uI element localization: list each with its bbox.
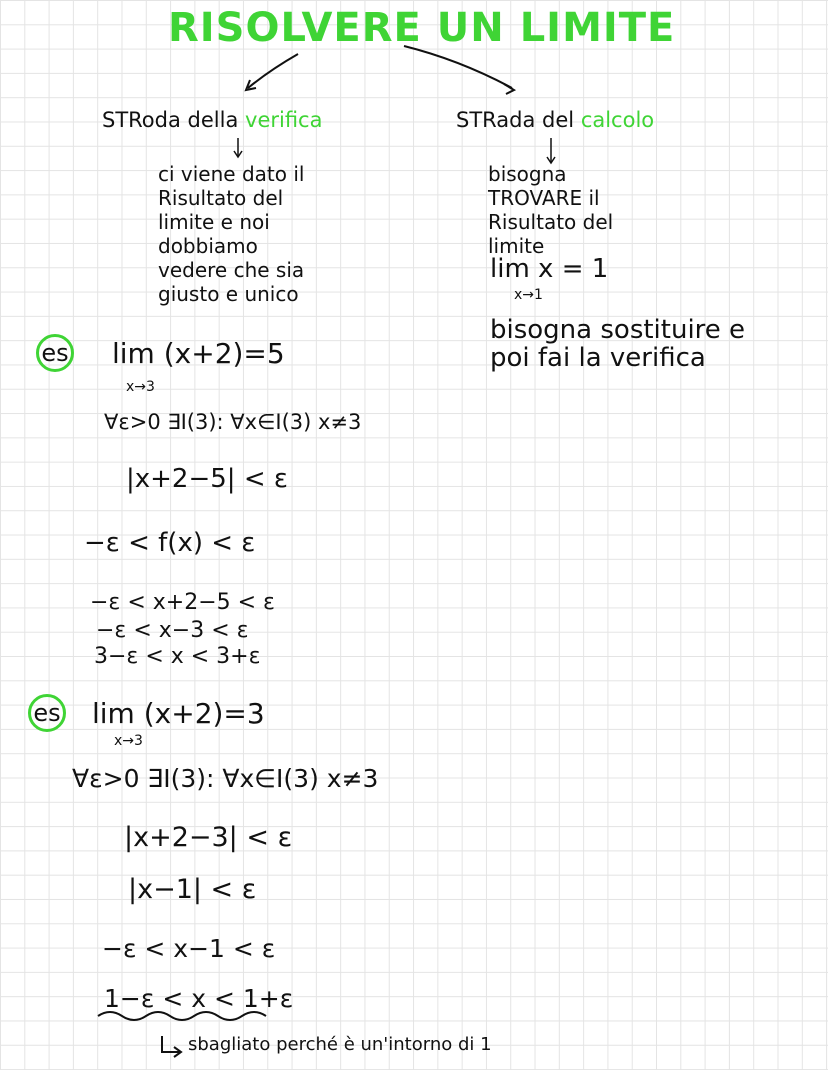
example1-step: 3−ε < x < 3+ε [94, 644, 261, 669]
calculation-example-subscript: x→1 [514, 287, 543, 303]
example1-badge [36, 334, 74, 372]
example2-limit: lim (x+2)=3 [92, 697, 265, 730]
calculation-description: bisogna TROVARE il Risultato del limite [488, 162, 614, 258]
verification-heading-highlight: verifica [245, 108, 323, 132]
example1-limit-subscript: x→3 [126, 379, 155, 395]
example2-step: −ε < x−1 < ε [102, 934, 276, 963]
verification-heading [102, 110, 322, 131]
calculation-heading-prefix: STRada del [456, 108, 575, 132]
example2-badge [28, 694, 66, 732]
example1-step: −ε < x−3 < ε [96, 618, 249, 643]
example1-definition: ∀ε>0 ∃I(3): ∀x∈I(3) x≠3 [104, 410, 362, 434]
example1-step: |x+2−5| < ε [126, 464, 288, 494]
example2-definition: ∀ε>0 ∃I(3): ∀x∈I(3) x≠3 [72, 764, 379, 793]
example1-step: −ε < x+2−5 < ε [90, 590, 275, 615]
calculation-heading [456, 110, 654, 131]
example2-error-note: sbagliato perché è un'intorno di 1 [188, 1034, 492, 1055]
example1-badge-label: es [41, 339, 69, 367]
verification-heading-prefix: STRoda della [102, 108, 239, 132]
example1-limit: lim (x+2)=5 [112, 337, 285, 370]
calculation-example-limit: lim x = 1 [490, 254, 609, 284]
example2-step: |x−1| < ε [128, 874, 257, 905]
example2-step: 1−ε < x < 1+ε [104, 984, 294, 1013]
example1-step: −ε < f(x) < ε [84, 528, 256, 558]
page-title: RISOLVERE UN LIMITE [168, 5, 676, 51]
example2-badge-label: es [33, 699, 61, 727]
example2-limit-subscript: x→3 [114, 733, 143, 749]
calculation-instruction: bisogna sostituire e poi fai la verifica [490, 315, 746, 373]
verification-description: ci viene dato il Risultato del limite e noi dobbiamo vedere che sia giusto e unico [158, 162, 305, 306]
calculation-heading-highlight: calcolo [580, 108, 655, 132]
example2-step: |x+2−3| < ε [124, 822, 293, 853]
